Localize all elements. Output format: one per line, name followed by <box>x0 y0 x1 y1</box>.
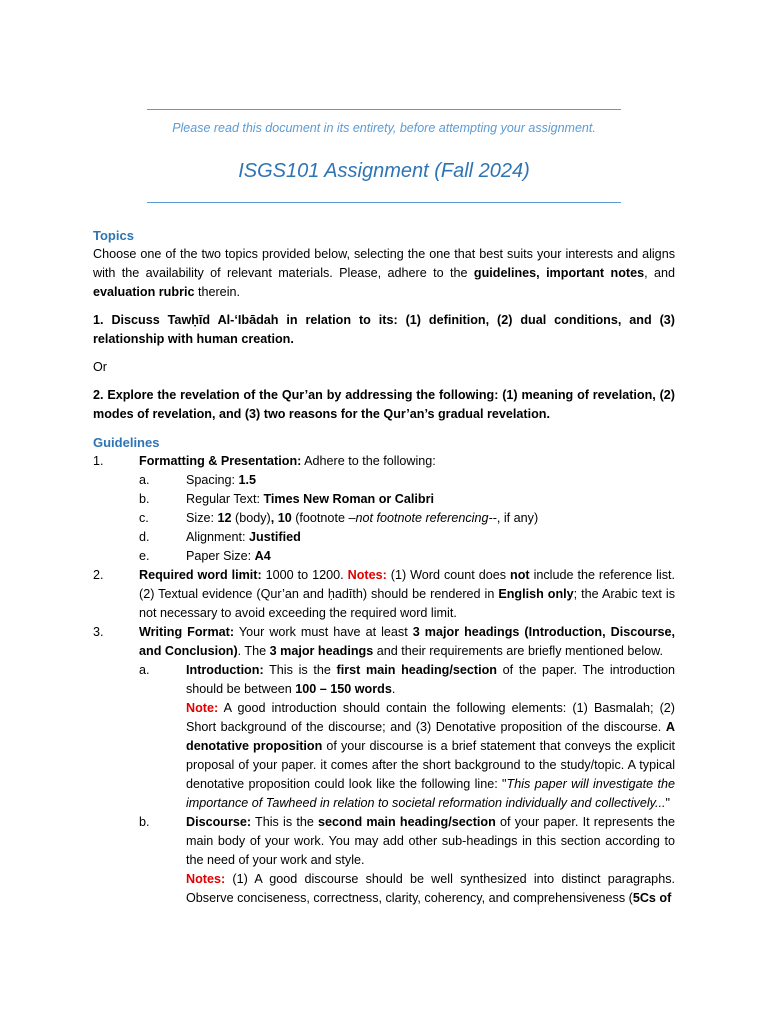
introduction-note: Note: A good introduction should contain the following elements: (1) Basmalah; (2) Short background of the discourse; and (3) Denotative proposition of the discourse. A denotative proposition of your discourse is a brief statement that conveys the explicit proposal of your paper. it comes after the short background to the study/topic. A typical denotative proposition could look like the following line: "This paper will investigate the importance of Tawheed in relation to societal reformation individually and collectively..." <box>186 701 676 810</box>
bottom-rule <box>147 202 621 203</box>
topic-2: 2. Explore the revelation of the Qur’an by addressing the following: (1) meaning of revelation, (2) modes of revelation, and (3) two reasons for the Qur’an’s gradual revelation. <box>93 388 675 421</box>
discourse-item: b. Discourse: This is the second main heading/section of your paper. It represents the main body of your work. You may add other sub-headings in this section according to the need of your work and style. <box>139 815 675 867</box>
list-item: e. Paper Size: A4 <box>139 549 271 563</box>
top-rule <box>147 109 621 110</box>
document-body <box>93 226 675 908</box>
page-title: ISGS101 Assignment (Fall 2024) <box>238 160 530 182</box>
list-item: c. Size: 12 (body), 10 (footnote –not footnote referencing--, if any) <box>139 511 539 525</box>
guidelines-heading: Guidelines <box>93 435 160 450</box>
topic-1: 1. Discuss Tawḥīd Al-‘Ibādah in relation to its: (1) definition, (2) dual conditions, and (3) relationship with human creation. <box>93 313 675 346</box>
list-item: b. Regular Text: Times New Roman or Calibri <box>139 492 434 506</box>
guideline-2: 2. Required word limit: 1000 to 1200. Notes: (1) Word count does not include the reference list. (2) Textual evidence (Qur’an and ḥadīth) should be rendered in English only; the Arabic text is not necessary to avoid exceeding the required word limit. <box>93 568 675 620</box>
guideline-3: 3. Writing Format: Your work must have at least 3 major headings (Introduction, Discourse, and Conclusion). The 3 major headings and their requirements are briefly mentioned below. <box>93 625 675 658</box>
topics-intro: Choose one of the two topics provided below, selecting the one that best suits your interests and aligns with the availability of relevant materials. Please, adhere to the guidelines, important notes, and evaluation rubric therein. <box>93 247 675 299</box>
list-item: a. Spacing: 1.5 <box>139 473 257 487</box>
discourse-note: Notes: (1) A good discourse should be well synthesized into distinct paragraphs. Observe conciseness, correctness, clarity, coherency, and comprehensiveness (5Cs of <box>186 872 675 905</box>
list-item: d. Alignment: Justified <box>139 530 301 544</box>
topics-heading: Topics <box>93 228 134 243</box>
guideline-1: 1. Formatting & Presentation: Adhere to the following: <box>93 452 675 471</box>
topic-separator: Or <box>93 360 107 374</box>
read-notice: Please read this document in its entirety, before attempting your assignment. <box>172 121 596 135</box>
introduction-item: a. Introduction: This is the first main heading/section of the paper. The introduction should be between 100 – 150 words. <box>139 663 675 696</box>
guideline-number: 1. <box>93 454 104 468</box>
